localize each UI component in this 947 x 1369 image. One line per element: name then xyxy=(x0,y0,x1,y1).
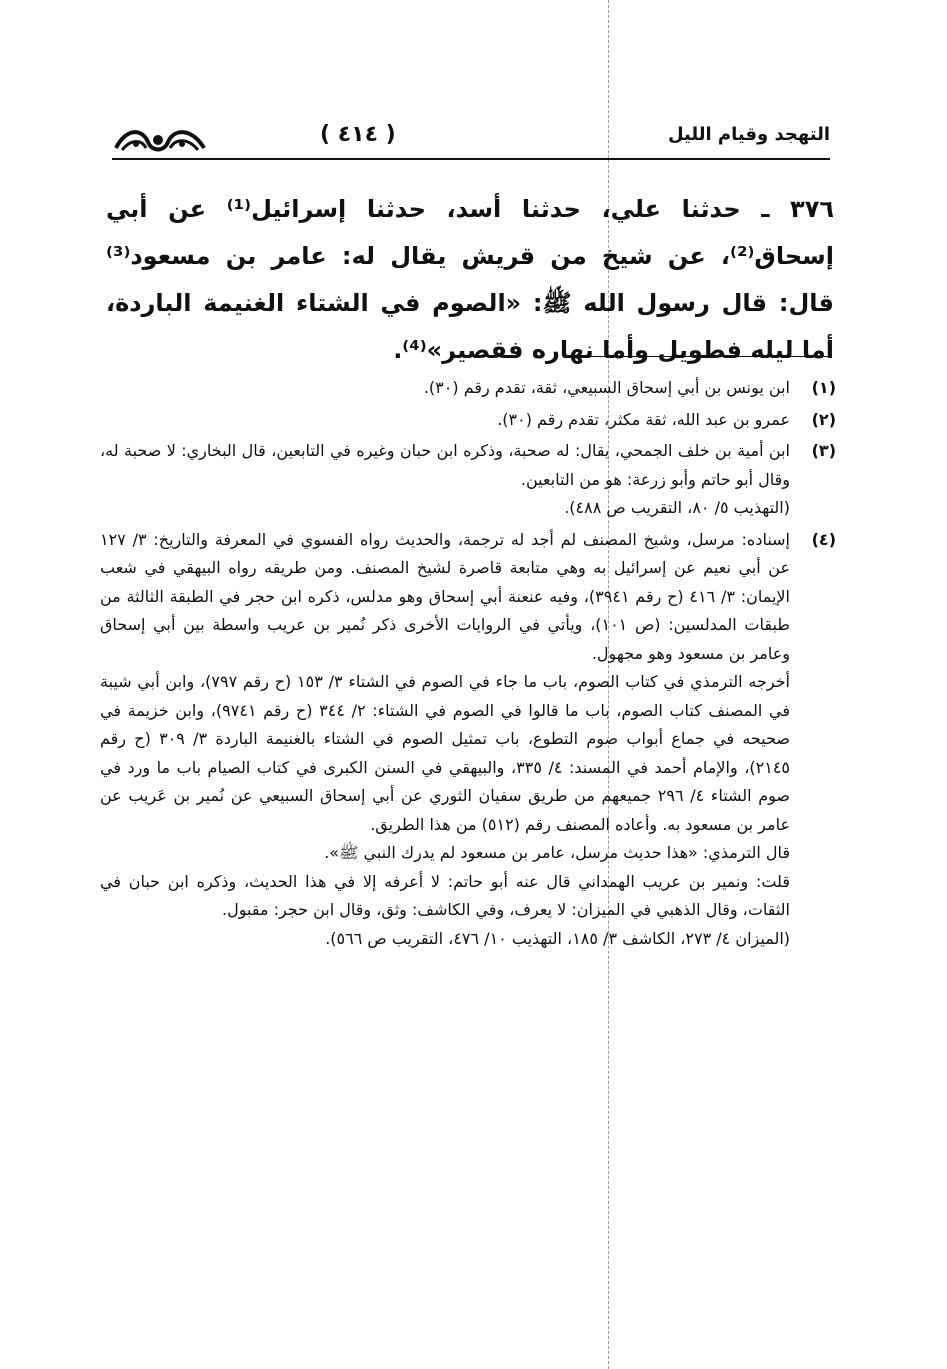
footnote-line: إسناده: مرسل، وشيخ المصنف لم أجد له ترجمة، والحديث رواه الفسوي في المعرفة والتاريخ: ٣/ ١٢٧ عن أبي نعيم عن إسرائيل به وهي متابعة قاصرة لشيخ المصنف. ومن طريقه رواه البيهقي في شعب الإيمان: ٣/ ٤١٦ (ح رقم ٣٩٤١)، وفيه عنعنة أبي إسحاق وهو مدلس، ذكره ابن حجر في الطبقة الثالثة من طبقات المدلسين: (ص ١٠١)، ويأتي في الروايات الأخرى ذكر نُمير بن عريب واسطة بين أبي إسحاق وعامر بن مسعود وهو مجهول. xyxy=(100,529,791,663)
footnote-3 xyxy=(100,437,836,523)
footnote-number: (٣) xyxy=(811,441,836,460)
header-rule xyxy=(112,158,830,160)
footnote-line: ابن يونس بن أبي إسحاق السبيعي، ثقة، تقدم رقم (٣٠). xyxy=(423,378,790,397)
ornament-icon xyxy=(112,124,208,158)
hadith-text: ٣٧٦ ـ حدثنا علي، حدثنا أسد، حدثنا إسرائيل⁽¹⁾ عن أبي إسحاق⁽²⁾، عن شيخ من قريش يقال له: عامر بن مسعود⁽³⁾ قال: قال رسول الله ﷺ: «الصوم في الشتاء الغنيمة الباردة، أما ليله فطويل وأما نهاره فقصير»⁽⁴⁾. xyxy=(106,195,834,364)
footnote-line: (الميزان ٤/ ٢٧٣، الكاشف ٣/ ١٨٥، التهذيب ١٠/ ٤٧٦، التقريب ص ٥٦٦). xyxy=(325,928,790,948)
footnotes xyxy=(100,374,836,956)
footnote-line: ابن أمية بن خلف الجمحي، يقال: له صحبة، وذكره ابن حبان وغيره في التابعين، قال البخاري: لا صحبة له، وقال أبو حاتم وأبو زرعة: هو من التابعين. xyxy=(100,441,790,489)
footnote-4 xyxy=(100,526,836,954)
page-number: ( ٤١٤ ) xyxy=(320,122,396,147)
running-title: التهجد وقيام الليل xyxy=(667,124,830,145)
footnote-line: أخرجه الترمذي في كتاب الصوم، باب ما جاء في الصوم في الشتاء ٣/ ١٥٣ (ح رقم ٧٩٧)، وابن أبي شيبة في المصنف كتاب الصوم، باب ما قالوا في الصوم في الشتاء: ٢/ ٣٤٤ (ح رقم ٩٧٤١)، وابن خزيمة في صحيحه في جماع أبواب صوم التطوع، باب تمثيل الصوم في الشتاء بالغنيمة الباردة ٣/ ٣٠٩ (ح رقم ٢١٤٥)، والإمام أحمد في المسند: ٤/ ٣٣٥، والبيهقي في السنن الكبرى في كتاب الصيام باب ما ورد في صوم الشتاء ٤/ ٢٩٦ جميعهم من طريق سفيان الثوري عن أبي إسحاق السبيعي عن نُمير بن عَريب عن عامر بن مسعود به. وأعاده المصنف رقم (٥١٢) من هذا الطريق. xyxy=(100,672,791,834)
footnote-separator xyxy=(586,356,828,357)
footnote-line: عمرو بن عبد الله، ثقة مكثر، تقدم رقم (٣٠). xyxy=(497,409,790,429)
page-header xyxy=(112,118,830,158)
footnote-line: قال الترمذي: «هذا حديث مرسل، عامر بن مسعود لم يدرك النبي ﷺ». xyxy=(324,843,790,862)
footnote-2 xyxy=(100,406,836,435)
footnote-line: (التهذيب ٥/ ٨٠، التقريب ص ٤٨٨). xyxy=(564,498,790,517)
footnote-1 xyxy=(100,374,836,403)
footnote-number: (١) xyxy=(811,378,836,397)
footnote-line: قلت: ونمير بن عريب الهمداني قال عنه أبو حاتم: لا أعرفه إلا في هذا الحديث، وذكره ابن حبان في الثقات، وقال الذهبي في الميزان: لا يعرف، وفي الكاشف: وثق، وقال ابن حجر: مقبول. xyxy=(100,871,790,919)
footnote-number: (٤) xyxy=(811,529,836,549)
footnote-number: (٢) xyxy=(811,409,836,429)
